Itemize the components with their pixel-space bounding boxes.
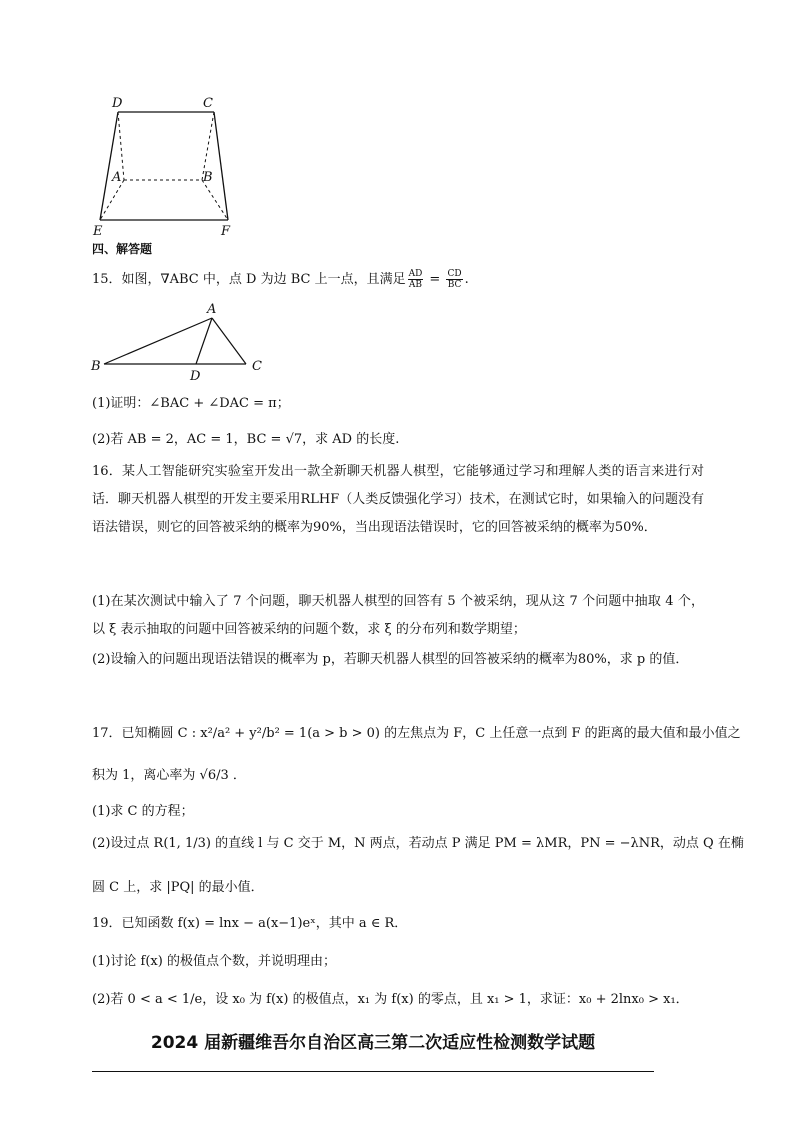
frustum-figure [88,92,248,238]
triangle-label-d: D [190,369,201,382]
q15-part2: (2)若 AB = 2，AC = 1，BC = √7，求 AD 的长度. [92,432,400,447]
vertex-label-e: E [93,224,103,238]
q15-frac2-denominator: BC [447,280,462,290]
q15-stem [92,268,469,290]
q19-part2: (2)若 0 < a < 1/e，设 x₀ 为 f(x) 的极值点，x₁ 为 f(x) 的零点，且 x₁ > 1，求证：x₀ + 2lnx₀ > x₁． [92,992,689,1007]
triangle-figure [88,298,268,382]
q17-part2-line1: (2)设过点 R(1, 1/3) 的直线 l 与 C 交于 M，N 两点，若动点 P 满足 PM = λMR，PN = −λNR，动点 Q 在椭 [92,836,744,851]
vertex-label-a: A [112,170,122,185]
q15-frac1-numerator: AD [408,269,423,279]
q19-part1: (1)讨论 f(x) 的极值点个数，并说明理由； [92,954,336,969]
q17-part1: (1)求 C 的方程； [92,804,194,819]
q15-part1: (1)证明：∠BAC + ∠DAC = π； [92,396,290,411]
q15-fraction-cd-bc [446,269,462,290]
triangle-label-b: B [91,359,101,374]
title-underline [92,1071,654,1072]
q19-stem: 19．已知函数 f(x) = lnx − a(x−1)eˣ，其中 a ∈ R． [92,916,408,931]
q15-stem-suffix: . [464,272,469,287]
vertex-label-f: F [221,224,231,238]
section-title: 四、解答题 [92,242,153,256]
q17-line2: 积为 1，离心率为 √6/3 ． [92,768,246,783]
q16-stem: 16．某人工智能研究实验室开发出一款全新聊天机器人棋型，它能够通过学习和理解人类的语言来进行对话．聊天机器人棋型的开发主要采用RLHF（人类反馈强化学习）技术，在测试它时，如果输入的问题没有语法错误，则它的回答被采纳的概率为90%，当出现语法错误时，它的回答被采纳的概率为50%． [92,464,704,535]
frustum-diagram [88,92,248,238]
q15-equals: = [425,272,445,287]
vertex-label-c: C [203,96,213,111]
vertex-label-d: D [112,96,123,111]
triangle-diagram [88,298,268,382]
q17-part2-line2: 圆 C 上，求 |PQ| 的最小值． [92,880,264,895]
triangle-label-a: A [207,302,217,317]
q17-line1: 17．已知椭圆 C : x²/a² + y²/b² = 1(a > b > 0) 的左焦点为 F，C 上任意一点到 F 的距离的最大值和最小值之 [92,726,741,741]
vertex-label-b: B [203,170,213,185]
q15-stem-prefix: 15．如图，∇ABC 中，点 D 为边 BC 上一点，且满足 [92,272,406,287]
q15-fraction-ad-ab [408,269,424,290]
q16-part1: (1)在某次测试中输入了 7 个问题，聊天机器人棋型的回答有 5 个被采纳，现从这 7 个问题中抽取 4 个，以 ξ 表示抽取的问题中回答被采纳的问题个数，求 ξ 的分布列和数学期望； [92,594,704,637]
document-title: 2024 届新疆维吾尔自治区高三第二次适应性检测数学试题 [150,1033,596,1053]
q15-frac2-numerator: CD [447,269,462,279]
q15-frac1-denominator: AB [408,280,422,290]
q16-part2: (2)设输入的问题出现语法错误的概率为 p，若聊天机器人棋型的回答被采纳的概率为80%，求 p 的值． [92,652,689,667]
triangle-label-c: C [252,359,262,374]
